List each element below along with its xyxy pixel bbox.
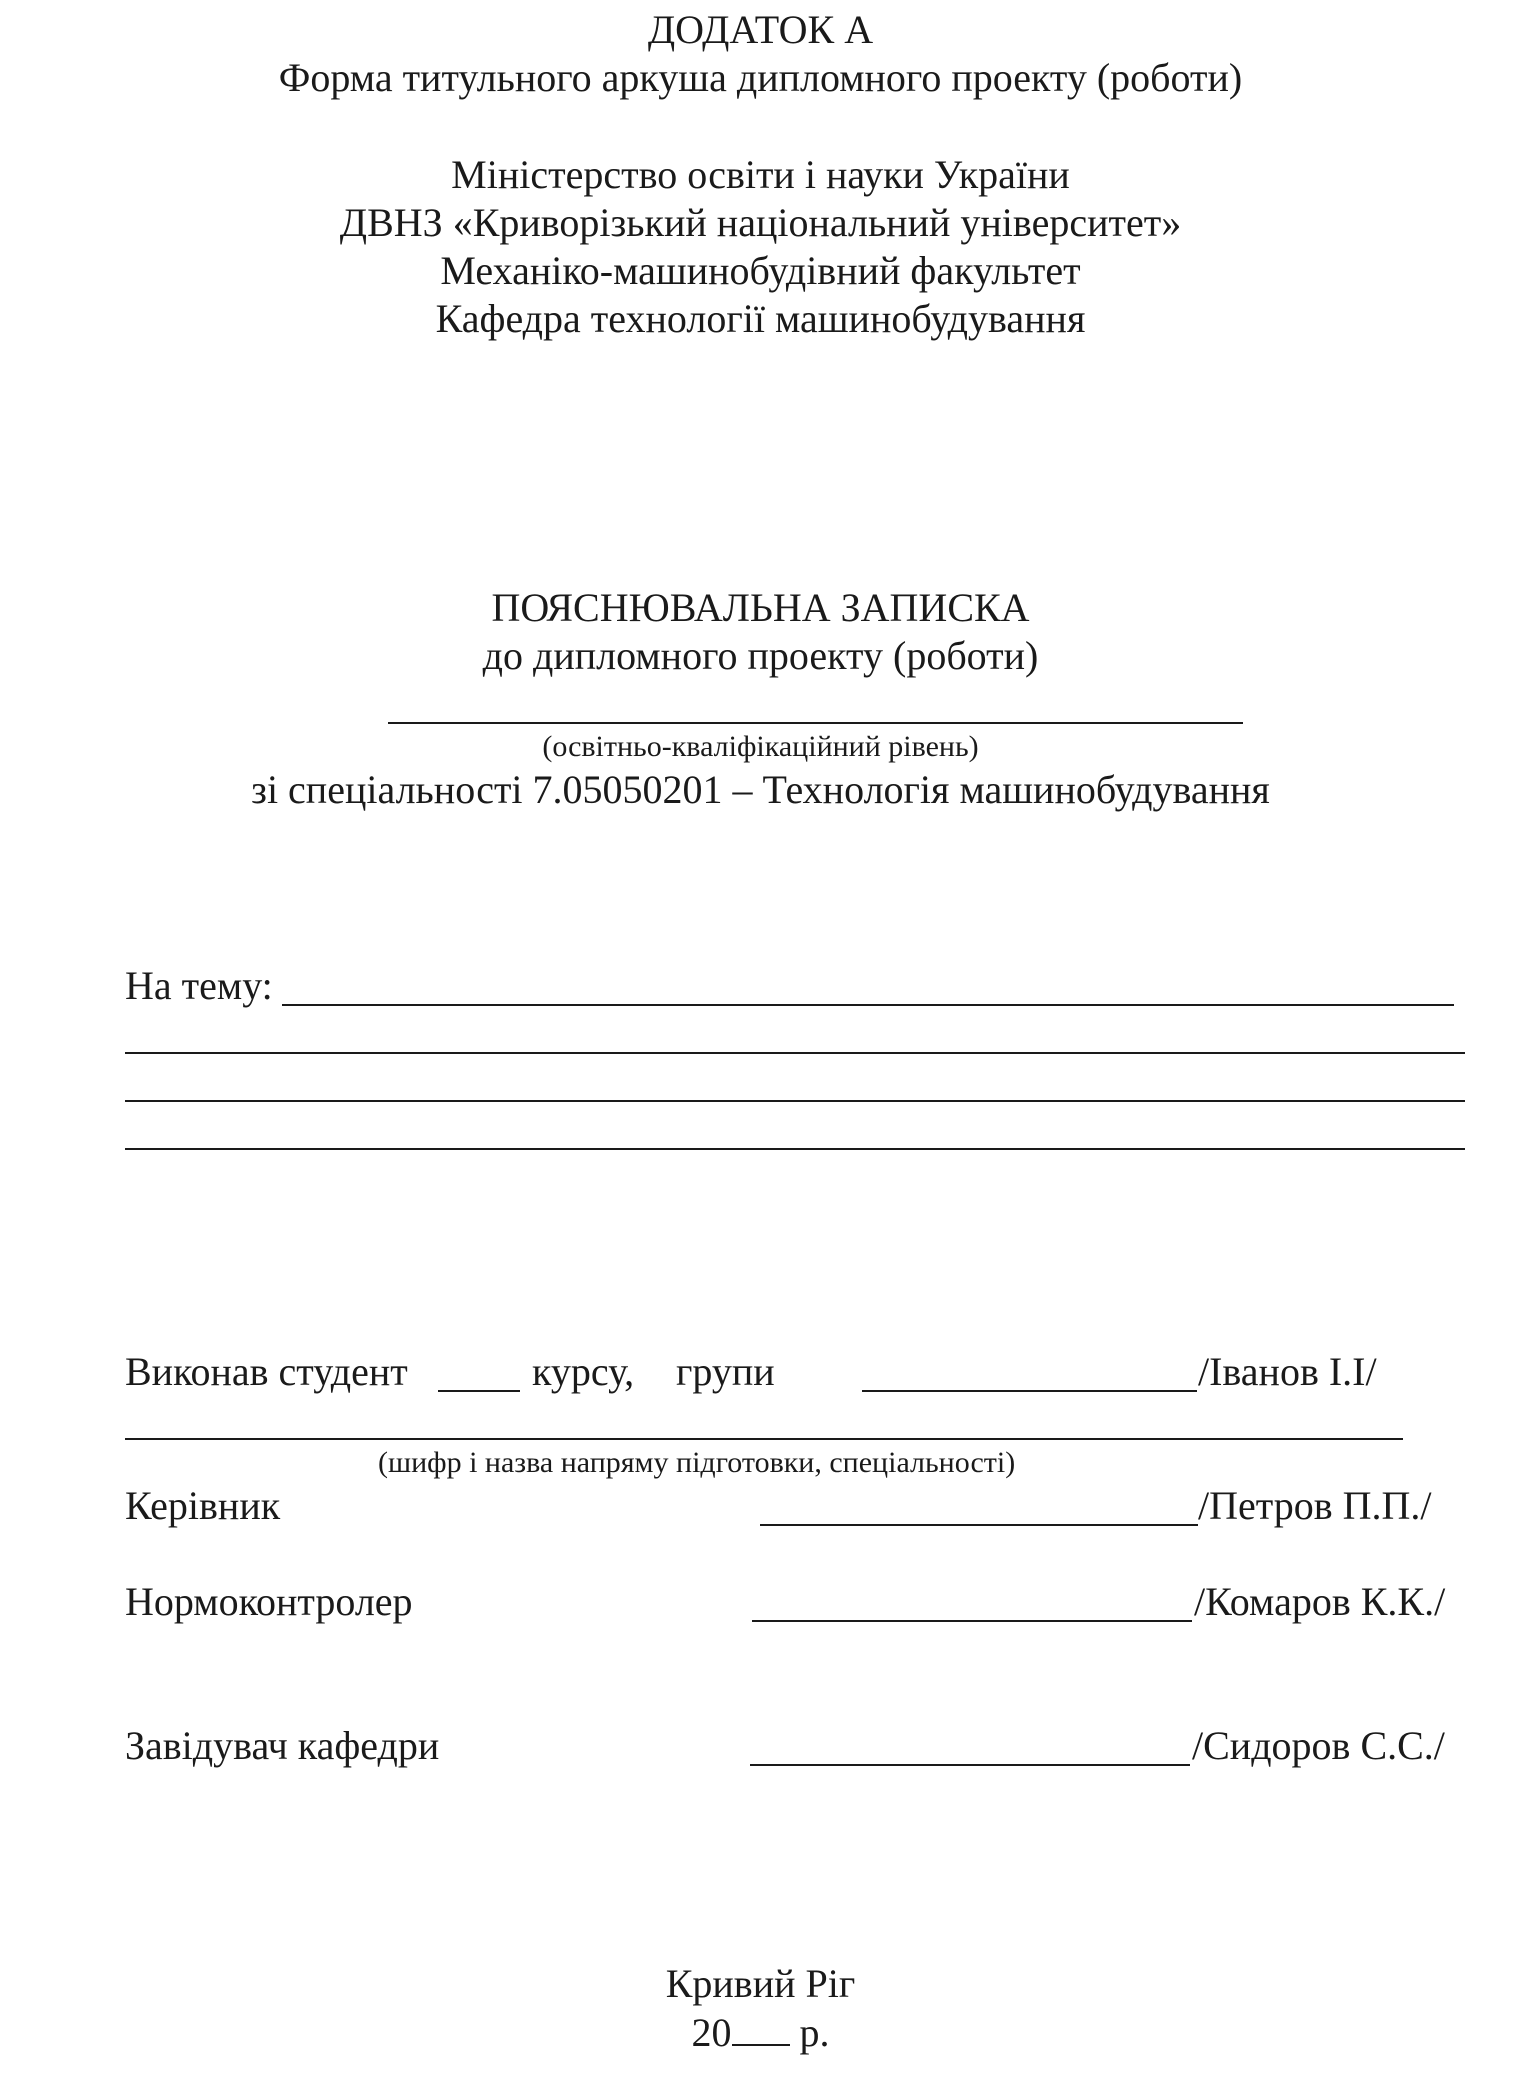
head-name: /Сидоров С.С./ — [1192, 1723, 1445, 1768]
department-name: Кафедра технології машинобудування — [435, 296, 1086, 341]
supervisor-signature-line — [760, 1524, 1198, 1526]
topic-line-2 — [125, 1052, 1465, 1054]
faculty-name: Механіко-машинобудівний факультет — [440, 248, 1081, 293]
year-prefix: 20 — [691, 2010, 732, 2055]
program-caption: (шифр і назва напряму підготовки, спеціальності) — [378, 1446, 1016, 1479]
appendix-title: ДОДАТОК А — [647, 7, 874, 52]
course-blank — [438, 1390, 520, 1392]
year-blank — [732, 2012, 790, 2046]
appendix-subtitle: Форма титульного аркуша дипломного проекту (роботи) — [278, 55, 1243, 100]
head-signature-line — [750, 1764, 1190, 1766]
year-line — [0, 2012, 1521, 2053]
course-label: курсу, — [532, 1349, 635, 1394]
document-title: ПОЯСНЮВАЛЬНА ЗАПИСКА — [491, 585, 1030, 630]
university-name: ДВНЗ «Криворізький національний університет» — [339, 200, 1182, 245]
ministry-name: Міністерство освіти і науки України — [451, 152, 1070, 197]
normcontrol-label: Нормоконтролер — [125, 1579, 413, 1624]
city-name: Кривий Ріг — [665, 1961, 856, 2006]
topic-line-3 — [125, 1100, 1465, 1102]
supervisor-name: /Петров П.П./ — [1198, 1483, 1432, 1528]
head-label: Завідувач кафедри — [125, 1723, 440, 1768]
group-label: групи — [676, 1349, 775, 1394]
level-blank-line — [388, 722, 1243, 724]
topic-line-1 — [282, 1004, 1454, 1006]
topic-label: На тему: — [125, 963, 273, 1008]
normcontrol-name: /Комаров К.К./ — [1194, 1579, 1446, 1624]
topic-line-4 — [125, 1148, 1465, 1150]
year-suffix: р. — [799, 2010, 830, 2055]
program-blank-line — [125, 1438, 1403, 1440]
student-label: Виконав студент — [125, 1349, 408, 1394]
level-caption: (освітньо-кваліфікаційний рівень) — [542, 730, 979, 763]
student-signature-line — [862, 1390, 1197, 1392]
specialty-line: зі спеціальності 7.05050201 – Технологія машинобудування — [251, 767, 1270, 812]
supervisor-label: Керівник — [125, 1483, 281, 1528]
normcontrol-signature-line — [752, 1620, 1192, 1622]
document-subtitle: до дипломного проекту (роботи) — [482, 633, 1039, 678]
student-name: /Іванов І.І/ — [1198, 1349, 1377, 1394]
